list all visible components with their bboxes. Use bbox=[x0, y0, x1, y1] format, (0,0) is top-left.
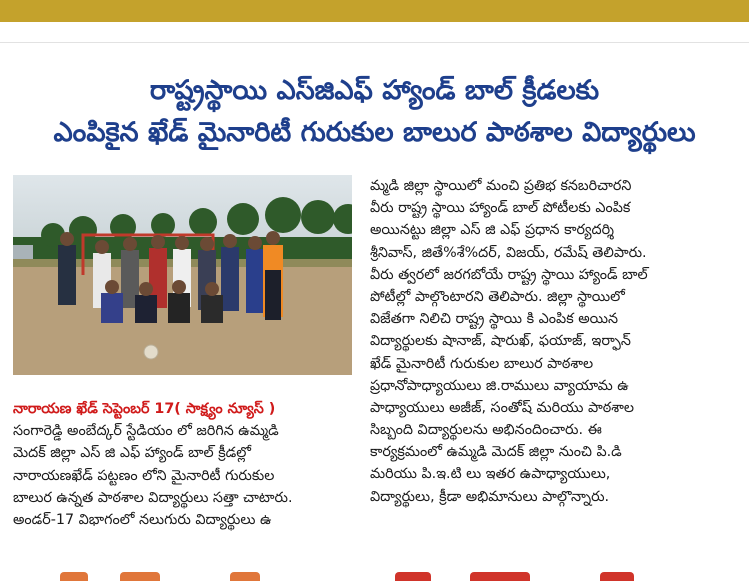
article-line: సిబ్బంది విద్యార్థులను అభినందించారు. ఈ bbox=[370, 422, 602, 439]
article-right-column bbox=[370, 175, 740, 508]
article-line: మరియు పి.ఇ.టి లు ఇతర ఉపాధ్యాయులు, bbox=[370, 466, 611, 483]
article-line: విద్యార్థులు, క్రీడా అభిమానులు పాల్గొన్నారు. bbox=[370, 488, 610, 505]
dateline: నారాయణ ఖేడ్ సెప్టెంబర్ 17( సాక్ష్యం న్యూస్ ) bbox=[13, 401, 276, 417]
article-line: మ్మడి జిల్లా స్థాయిలో మంచి ప్రతిభ కనబరిచారని bbox=[370, 178, 632, 194]
article-line: విద్యార్థులకు షానాజ్, షారుఖ్, ఫయాజ్, ఇర్ఫాన్ bbox=[370, 333, 631, 350]
article-line: నారాయణఖేడ్ పట్టణం లోని మైనారిటీ గురుకుల bbox=[13, 467, 275, 484]
top-color-band bbox=[0, 0, 749, 22]
team-photo bbox=[13, 175, 352, 375]
article-left-column bbox=[13, 398, 353, 531]
article-line: వీరు రాష్ట్ర స్థాయి హ్యాండ్ బాల్ పోటీలకు ఎంపిక bbox=[370, 200, 631, 217]
article-line: బాలుర ఉన్నత పాఠశాల విద్యార్థులు సత్తా చాటారు. bbox=[13, 489, 293, 506]
article-line: పోటీల్లో పాల్గొంటారని తెలిపారు. జిల్లా స్థాయిలో bbox=[370, 288, 625, 305]
next-headline-fragment bbox=[0, 572, 749, 581]
article-line: అయినట్టు జిల్లా ఎస్ జి ఎఫ్ ప్రధాన కార్యదర్శి bbox=[370, 222, 614, 239]
article-line: మెదక్ జిల్లా ఎస్ జి ఎఫ్ హ్యాండ్ బాల్ క్రీడల్లో bbox=[13, 445, 251, 462]
handball bbox=[144, 345, 158, 359]
article-line: విజేతగా నిలిచి రాష్ట్ర స్థాయి కి ఎంపిక అయిన bbox=[370, 311, 619, 328]
headline-line-2: ఎంపికైన ఖేడ్ మైనారిటీ గురుకుల బాలుర పాఠశాల విద్యార్థులు bbox=[53, 117, 696, 148]
article-line: వీరు త్వరలో జరగబోయే రాష్ట్ర స్థాయి హ్యాండ్ బాల్ bbox=[370, 266, 648, 283]
headline-line-1: రాష్ట్రస్థాయి ఎస్‌జిఎఫ్ హ్యాండ్ బాల్ క్రీడలకు bbox=[149, 75, 600, 106]
article-line: పాధ్యాయులు అజీజ్, సంతోష్ మరియు పాఠశాల bbox=[370, 399, 634, 416]
article-line: ఖేడ్ మైనారిటీ గురుకుల బాలుర పాఠశాల bbox=[370, 355, 594, 372]
article-line: శ్రీనివాస్, జితే%శే%దర్, విజయ్, రమేష్ తెలిపారు. bbox=[370, 244, 647, 261]
article-line: ప్రధానోపాధ్యాయులు జి.రాములు వ్యాయామ ఉ bbox=[370, 377, 629, 394]
header-divider bbox=[0, 42, 749, 43]
article-line: అండర్-17 విభాగంలో నలుగురు విద్యార్థులు ఉ bbox=[13, 511, 272, 528]
article-line: సంగారెడ్డి అంబేద్కర్ స్టేడియం లో జరిగిన ఉమ్మడి bbox=[13, 423, 279, 440]
article-line: కార్యక్రమంలో ఉమ్మడి మెదక్ జిల్లా నుంచి పి.డి bbox=[370, 444, 622, 461]
distant-building bbox=[13, 245, 33, 259]
